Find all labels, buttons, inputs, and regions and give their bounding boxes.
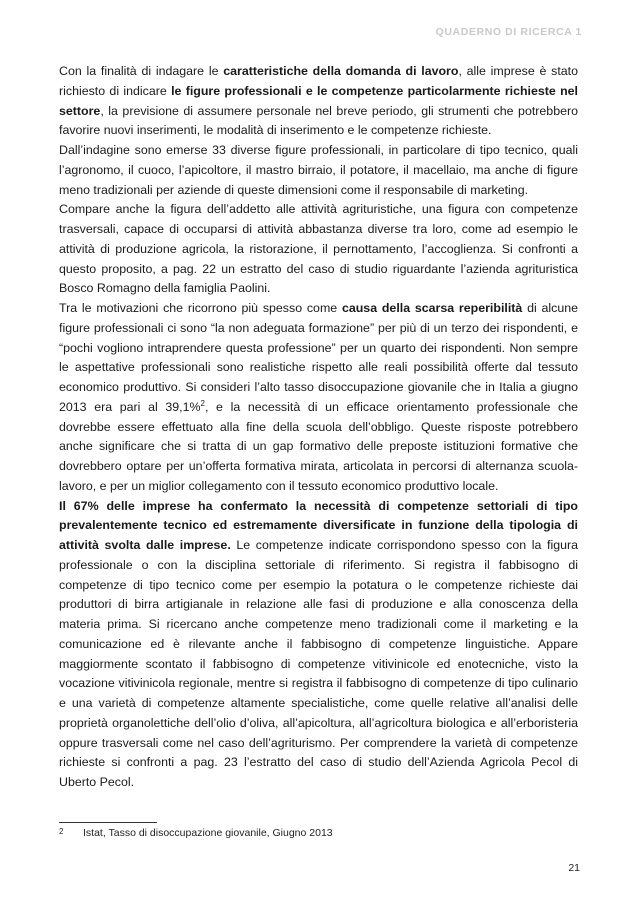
page-number: 21 xyxy=(568,862,580,874)
bold-span: le figure professionali e le competenze particolarmente richieste nel settore xyxy=(59,83,578,118)
body-text xyxy=(59,62,578,793)
paragraph-demand xyxy=(59,62,578,141)
footnote-divider xyxy=(59,822,157,823)
text-span: di alcune figure professionali ci sono “la non adeguata formazione” per più di un terzo dei rispondenti, e “pochi vogliono intraprendere questa professione” per un quarto dei rispondenti. Non sempre le aspettative professionali sono realistiche rispetto alle reali possibilità offerte dal tessuto economico produttivo. Si consideri l’alto tasso disoccupazione giovanile che in Italia a giugno 2013 era pari al 39,1% xyxy=(59,301,579,414)
text-span: Tra le motivazioni che ricorrono più spesso come xyxy=(59,301,342,315)
footnote-reference[interactable]: 2 xyxy=(200,398,205,408)
text-span: , alle imprese è stato richiesto di indicare xyxy=(59,64,579,98)
paragraph-figures: Dall’indagine sono emerse 33 diverse figure professionali, in particolare di tipo tecnico, quali l’agronomo, il cuoco, l’apicoltore, il mastro birraio, il potatore, il macellaio, ma anche di figure meno tradizionali per aziende di queste dimensioni come il responsabile di marketing. xyxy=(59,143,578,197)
bold-span: Il 67% delle imprese ha confermato la necessità di competenze settoriali di tipo prevalentemente tecnico ed estremamente diversificate in funzione della tipologia di attività svolta dalle imprese. xyxy=(59,498,578,552)
bold-span: caratteristiche della domanda di lavoro xyxy=(223,64,459,78)
paragraph-competences xyxy=(59,497,578,793)
bold-span: causa della scarsa reperibilità xyxy=(341,301,523,315)
text-span: Le competenze indicate corrispondono spesso con la figura professionale o con la disciplina settoriale di riferimento. Si registra il fabbisogno di competenze di tipo tecnico come per esempio la potatura o le competenze richieste dai produttori di birra artigianale in relazione alle fasi di produzione e alla conoscenza della materia prima. Si ricercano anche competenze meno tradizionali come il marketing e la comunicazione ed è rilevante anche il fabbisogno di competenze linguistiche. Appare maggiormente scontato il fabbisogno di competenze vitivinicole ed enotecniche, visto la vocazione vitivinicola regionale, mentre si registra il fabbisogno di competenze di tipo culinario e una varietà di competenze altamente specialistiche, come quelle relative all’analisi delle proprietà organolettiche dell’olio d’oliva, all’apicoltura, all’agricoltura biologica e all’erboristeria oppure trasversali come nel caso dell’agriturismo. Per comprendere la varietà di competenze richieste si confronti a pag. 23 l’estratto del caso di studio dell’Azienda Agricola Pecol di Uberto Pecol. xyxy=(59,538,578,789)
paragraph-agritourism: Compare anche la figura dell’addetto alle attività agrituristiche, una figura con competenze trasversali, capace di occuparsi di attività abbastanza diverse tra loro, come ad esempio le attività di produzione agricola, la ristorazione, il pernottamento, l’accoglienza. Si confronti a questo proposito, a pag. 22 un estratto del caso di studio riguardante l’azienda agrituristica Bosco Romagno della famiglia Paolini. xyxy=(59,202,578,296)
paragraph-motivations xyxy=(59,299,578,497)
text-span: , e la necessità di un efficace orientamento professionale che dovrebbe essere effettuato alla fine della scuola dell’obbligo. Queste risposte potrebbero anche significare che si tratta di un gap formativo delle preposte istituzioni formative che dovrebbero optare per un’offerta formativa mirata, articolata in percorsi di alternanza scuola-lavoro, e per un miglior collegamento con il tessuto economico produttivo locale. xyxy=(59,399,578,493)
footnote-number: 2 xyxy=(59,827,64,836)
text-span: , la previsione di assumere personale nel breve periodo, gli strumenti che potrebbero favorire nuovi inserimenti, le modalità di inserimento e le competenze richieste. xyxy=(59,103,578,138)
footnote-text: Istat, Tasso di disoccupazione giovanile, Giugno 2013 xyxy=(83,827,333,839)
text-span: Con la finalità di indagare le xyxy=(59,64,224,78)
running-header: QUADERNO DI RICERCA 1 xyxy=(435,26,582,38)
footnote xyxy=(59,827,333,839)
